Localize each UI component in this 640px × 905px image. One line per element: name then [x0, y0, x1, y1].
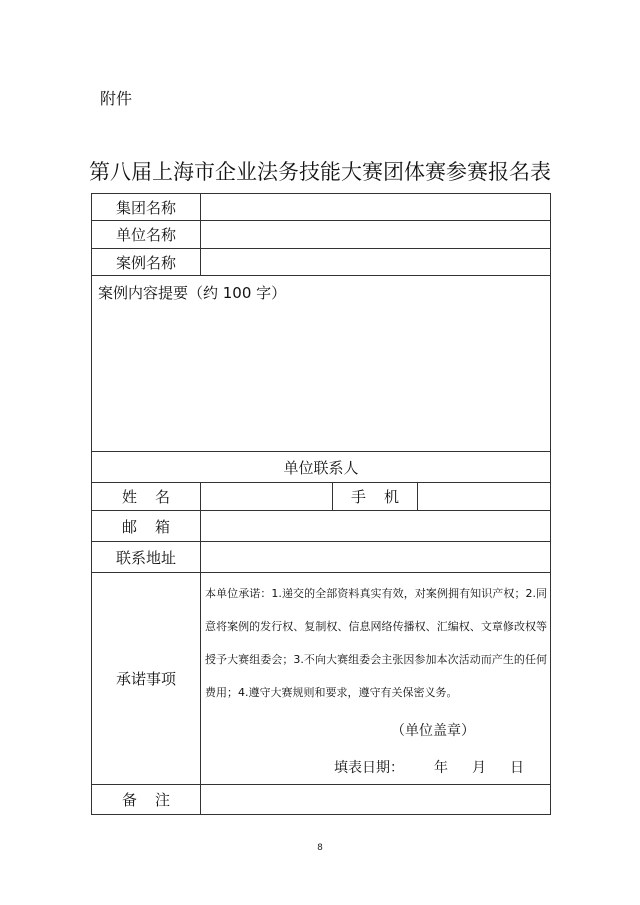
contact-header-row [92, 452, 551, 483]
phone-label: 手 机 [333, 483, 418, 511]
address-label: 联系地址 [92, 542, 201, 573]
name-phone-row [92, 483, 551, 511]
commitment-text: 本单位承诺：1.递交的全部资料真实有效，对案例拥有知识产权；2.同意将案例的发行权、复制权、信息网络传播权、汇编权、文章修改权等授予大赛组委会；3.不向大赛组委会主张因参加本次活动而产生的任何费用；4.遵守大赛规则和要求，遵守有关保密义务。 [205, 587, 548, 699]
attachment-label: 附件 [100, 89, 133, 108]
case-summary-label: 案例内容提要（约 100 字） [98, 284, 287, 302]
year-label: 年 [434, 760, 448, 776]
day-label: 日 [510, 760, 524, 776]
unit-name-row [92, 221, 551, 249]
case-name-label: 案例名称 [92, 249, 201, 276]
phone-field[interactable] [418, 483, 551, 511]
month-label: 月 [472, 760, 486, 776]
form-title: 第八届上海市企业法务技能大赛团体赛参赛报名表 [89, 160, 551, 184]
seal-text: （单位盖章） [391, 723, 475, 739]
remarks-field[interactable] [201, 785, 551, 815]
commitment-label: 承诺事项 [92, 573, 201, 785]
commitment-row [92, 573, 551, 785]
remarks-label: 备 注 [92, 785, 201, 815]
email-field[interactable] [201, 511, 551, 542]
case-name-field[interactable] [201, 249, 551, 276]
name-label: 姓 名 [92, 483, 201, 511]
unit-name-label: 单位名称 [92, 221, 201, 249]
case-summary-row [92, 276, 551, 452]
contact-header: 单位联系人 [92, 452, 551, 483]
remarks-row [92, 785, 551, 815]
case-name-row [92, 249, 551, 276]
group-name-label: 集团名称 [92, 194, 201, 221]
registration-form-table [91, 193, 551, 815]
unit-name-field[interactable] [201, 221, 551, 249]
name-field[interactable] [201, 483, 333, 511]
email-label: 邮 箱 [92, 511, 201, 542]
fill-date-label: 填表日期： [334, 760, 404, 776]
group-name-field[interactable] [201, 194, 551, 221]
page-number: 8 [317, 843, 323, 853]
fill-date [334, 757, 524, 777]
case-summary-field[interactable] [92, 276, 551, 452]
address-field[interactable] [201, 542, 551, 573]
commitment-content [201, 573, 551, 785]
address-row [92, 542, 551, 573]
group-name-row [92, 194, 551, 221]
email-row [92, 511, 551, 542]
